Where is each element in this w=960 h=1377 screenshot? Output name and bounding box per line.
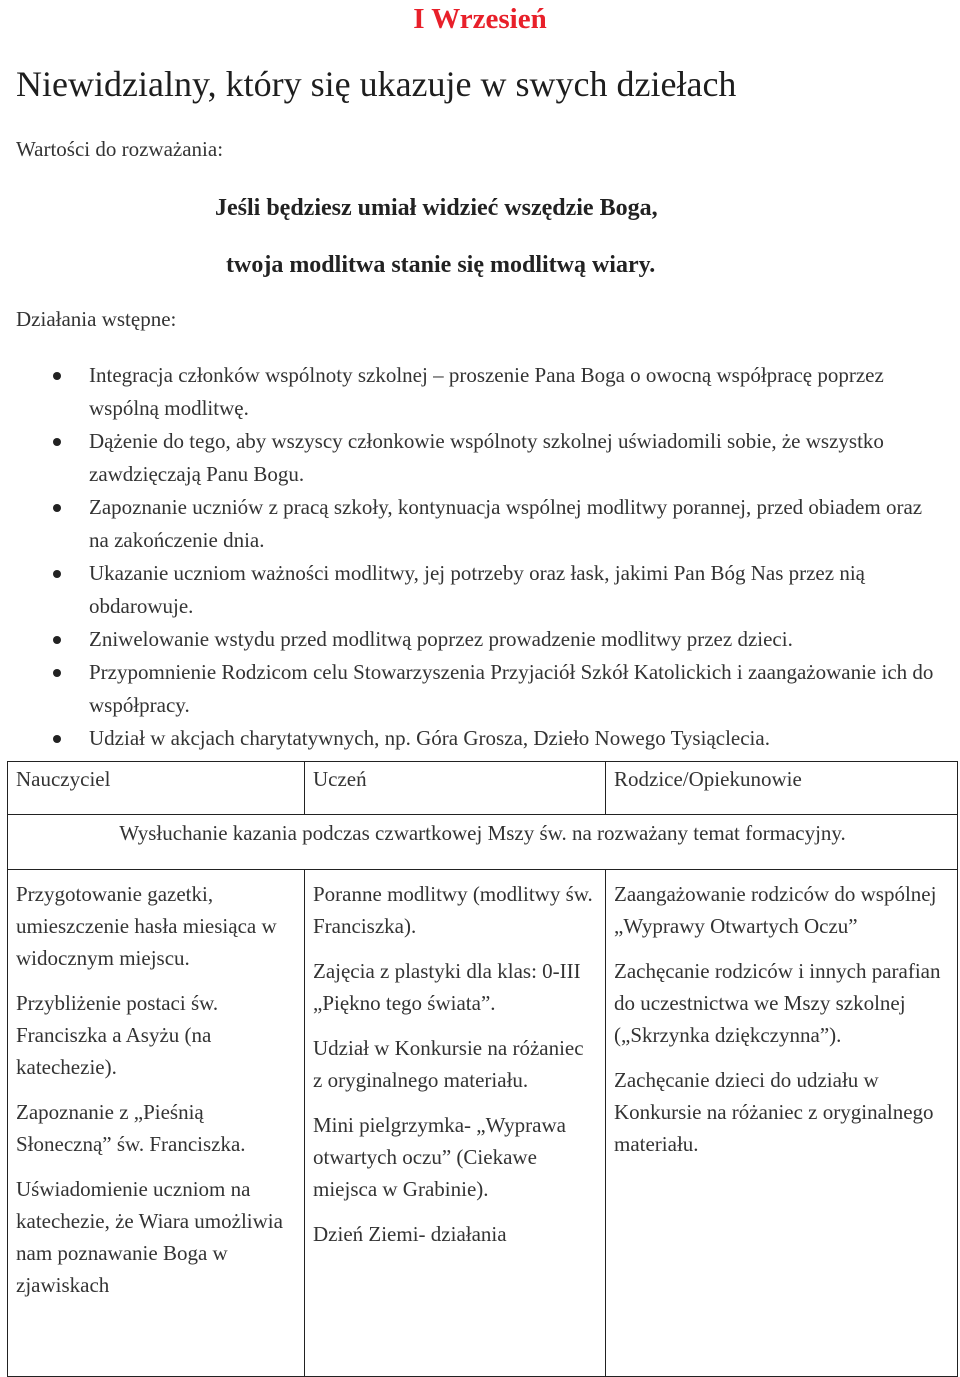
list-item (0, 656, 960, 722)
teacher-activity: Uświadomienie uczniom na katechezie, że Wiara umożliwia nam poznawanie Boga w zjawiskach (16, 1177, 283, 1297)
teacher-activity: Zapoznanie z „Pieśnią Słoneczną” św. Franciszka. (16, 1100, 246, 1156)
list-item (0, 359, 960, 425)
student-activity: Poranne modlitwy (modlitwy św. Franciszka). (313, 882, 593, 938)
list-item-text: Integracja członków wspólnoty szkolnej – proszenie Pana Boga o owocną współpracę poprzez wspólną modlitwę. (89, 363, 884, 420)
common-row-text: Wysłuchanie kazania podczas czwartkowej Mszy św. na rozważany temat formacyjny. (119, 821, 846, 845)
parents-activity: Zachęcanie dzieci do udziału w Konkursie na różaniec z oryginalnego materiału. (614, 1068, 934, 1156)
teacher-activity: Przygotowanie gazetki, umieszczenie hasła miesiąca w widocznym miejscu. (16, 882, 277, 970)
bullet-icon (53, 438, 61, 446)
parents-activity: Zaangażowanie rodziców do wspólnej „Wyprawy Otwartych Oczu” (614, 882, 937, 938)
header-student-label: Uczeń (313, 767, 367, 791)
bullet-icon (53, 504, 61, 512)
values-label: Wartości do rozważania: (16, 137, 224, 161)
page-title: Niewidzialny, który się ukazuje w swych dziełach (16, 64, 737, 104)
list-item-text: Przypomnienie Rodzicom celu Stowarzyszenia Przyjaciół Szkół Katolickich i zaangażowanie ich do współpracy. (89, 660, 934, 717)
list-item (0, 425, 960, 491)
student-activity: Mini pielgrzymka- „Wyprawa otwartych oczu” (Ciekawe miejsca w Grabinie). (313, 1113, 566, 1201)
table-row (8, 870, 958, 1377)
bullet-icon (53, 372, 61, 380)
common-row-cell (8, 815, 958, 870)
header-parents-label: Rodzice/Opiekunowie (614, 767, 802, 791)
bullet-icon (53, 636, 61, 644)
list-item-text: Dążenie do tego, aby wszyscy członkowie wspólnoty szkolnej uświadomili sobie, że wszystko zawdzięczają Panu Bogu. (89, 429, 884, 486)
actions-label: Działania wstępne: (16, 307, 177, 331)
list-item-text: Zniwelowanie wstydu przed modlitwą poprzez prowadzenie modlitwy przez dzieci. (89, 627, 793, 651)
plan-table (7, 761, 958, 1377)
list-item (0, 491, 960, 557)
list-item (0, 623, 960, 656)
list-item-text: Zapoznanie uczniów z pracą szkoły, kontynuacja wspólnej modlitwy porannej, przed obiadem oraz na zakończenie dnia. (89, 495, 923, 552)
bullet-icon (53, 735, 61, 743)
bullet-icon (53, 570, 61, 578)
table-header-row (8, 762, 958, 815)
student-activity: Udział w Konkursie na różaniec z oryginalnego materiału. (313, 1036, 584, 1092)
student-activity: Zajęcia z plastyki dla klas: 0-III „Piękno tego świata”. (313, 959, 581, 1015)
list-item-text: Ukazanie uczniom ważności modlitwy, jej potrzeby oraz łask, jakimi Pan Bóg Nas przez nią obdarowuje. (89, 561, 865, 618)
student-cell (305, 870, 606, 1377)
parents-cell (606, 870, 958, 1377)
teacher-cell (8, 870, 305, 1377)
student-activity: Dzień Ziemi- działania (313, 1222, 507, 1246)
header-teacher (8, 762, 305, 815)
quote-line-2: twoja modlitwa stanie się modlitwą wiary. (226, 252, 656, 278)
teacher-activity: Przybliżenie postaci św. Franciszka a Asyżu (na katechezie). (16, 991, 219, 1079)
quote-line-1: Jeśli będziesz umiał widzieć wszędzie Boga, (215, 195, 658, 221)
list-item (0, 557, 960, 623)
actions-list (0, 359, 960, 755)
header-parents (606, 762, 958, 815)
bullet-icon (53, 669, 61, 677)
list-item-text: Udział w akcjach charytatywnych, np. Góra Grosza, Dzieło Nowego Tysiąclecia. (89, 726, 770, 750)
header-student (305, 762, 606, 815)
list-item (0, 722, 960, 755)
parents-activity: Zachęcanie rodziców i innych parafian do uczestnictwa we Mszy szkolnej („Skrzynka dziękczynna”). (614, 959, 941, 1047)
header-teacher-label: Nauczyciel (16, 767, 111, 791)
table-row (8, 815, 958, 870)
month-heading: I Wrzesień (413, 3, 547, 35)
